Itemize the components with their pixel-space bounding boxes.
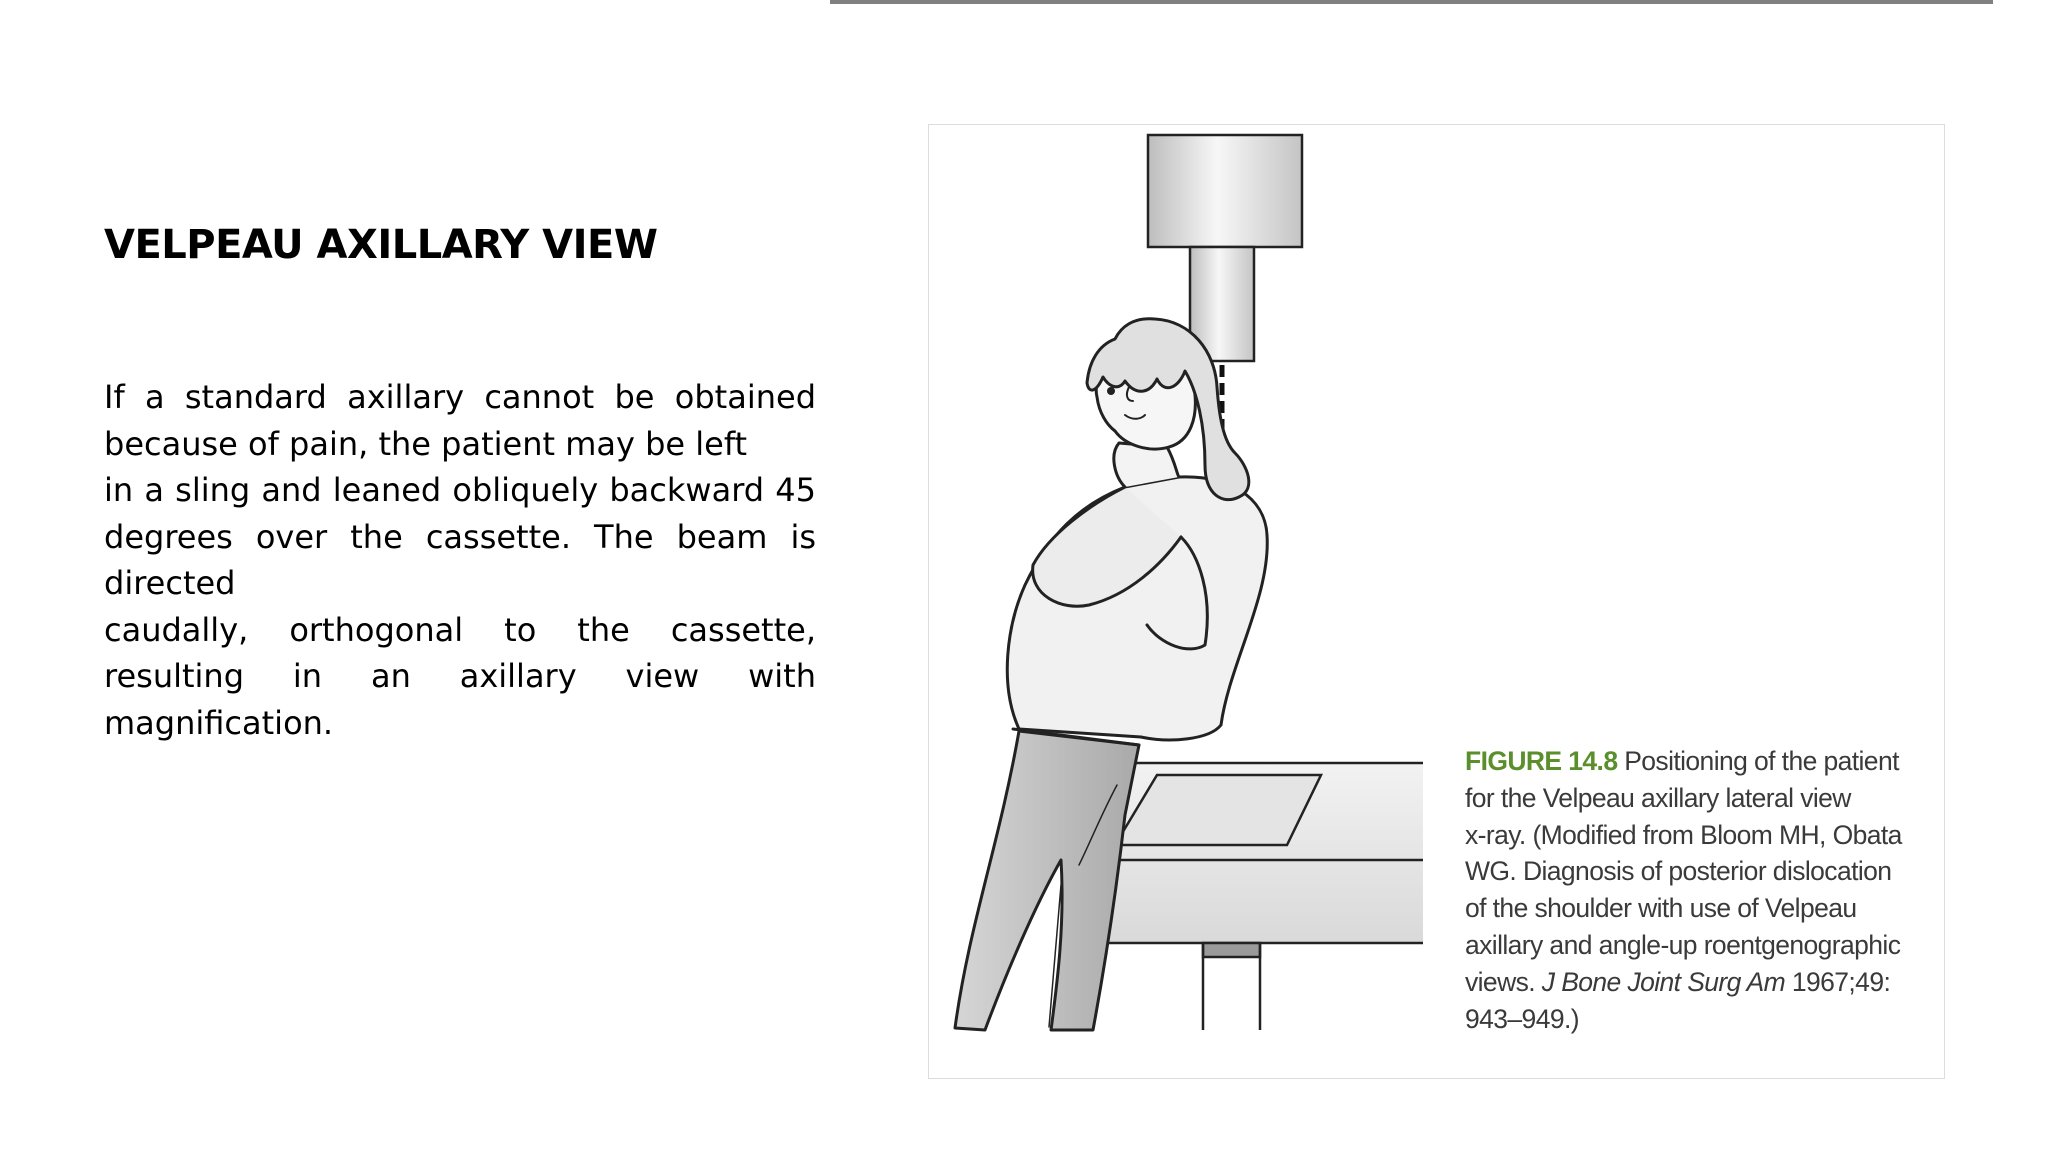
figure-panel bbox=[928, 124, 1945, 1079]
body-line: directed bbox=[104, 564, 236, 602]
top-rule bbox=[830, 0, 1993, 4]
caption-line: 943–949.) bbox=[1465, 1003, 1579, 1034]
body-line: degrees over the cassette. The beam is bbox=[104, 517, 816, 556]
figure-caption bbox=[1465, 743, 1935, 1037]
figure-label: FIGURE 14.8 bbox=[1465, 746, 1618, 776]
journal-name: J Bone Joint Surg Am bbox=[1541, 966, 1786, 997]
body-paragraph bbox=[104, 374, 816, 746]
body-line: because of pain, the patient may be left bbox=[104, 424, 748, 463]
caption-line: for the Velpeau axillary lateral view bbox=[1465, 782, 1851, 813]
caption-line: of the shoulder with use of Velpeau bbox=[1465, 893, 1857, 924]
body-line: caudally, orthogonal to the cassette, bbox=[104, 610, 816, 649]
caption-line: axillary and angle-up roentgenographic bbox=[1465, 929, 1901, 960]
caption-line: x-ray. (Modified from Bloom MH, Obata bbox=[1465, 819, 1902, 850]
caption-line: WG. Diagnosis of posterior dislocation bbox=[1465, 856, 1892, 887]
table bbox=[1087, 763, 1423, 1030]
body-line: in a sling and leaned obliquely backward 45 bbox=[104, 471, 816, 509]
slide-title: VELPEAU AXILLARY VIEW bbox=[104, 222, 658, 268]
body-line: resulting in an axillary view with bbox=[104, 657, 816, 695]
body-line: If a standard axillary cannot be obtained bbox=[104, 378, 816, 416]
body-line: magnification. bbox=[104, 703, 334, 742]
caption-line: views. J Bone Joint Surg Am 1967;49: bbox=[1465, 966, 1891, 997]
caption-line: FIGURE 14.8 Positioning of the patient bbox=[1465, 746, 1899, 776]
